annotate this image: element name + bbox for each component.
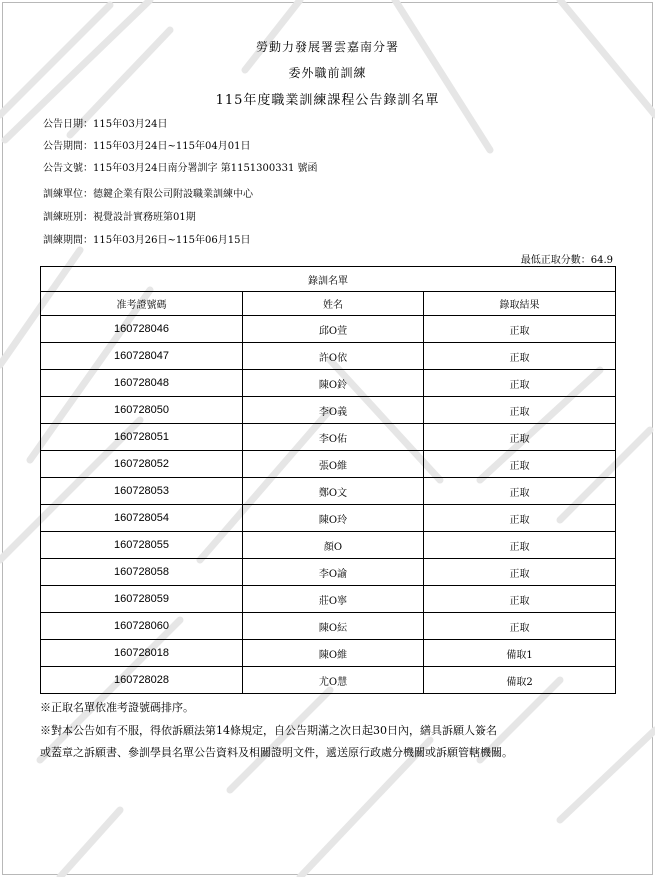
result-cell: 正取 (424, 478, 616, 505)
result-cell: 正取 (424, 559, 616, 586)
table-row (41, 532, 616, 559)
table-row (41, 316, 616, 343)
doc-number: 公告文號：115年03月24日南分署訓字 第1151300331 號函 (43, 163, 318, 174)
exam-id-cell: 160728058 (41, 559, 243, 586)
name-cell: 鄭O文 (243, 478, 424, 505)
table-caption: 錄訓名單 (41, 267, 616, 292)
name-cell: 張O維 (243, 451, 424, 478)
exam-id-cell: 160728055 (41, 532, 243, 559)
roster-body (41, 316, 616, 694)
table-row (41, 559, 616, 586)
result-cell: 正取 (424, 451, 616, 478)
result-cell: 備取2 (424, 667, 616, 694)
table-row (41, 478, 616, 505)
name-cell: 李O佑 (243, 424, 424, 451)
appeal-note-line1: ※對本公告如有不服，得依訴願法第14條規定，自公告期滿之次日起30日內，繕具訴願人簽名 (40, 724, 497, 737)
table-row (41, 586, 616, 613)
table-row (41, 505, 616, 532)
result-cell: 正取 (424, 343, 616, 370)
appeal-note-line2: 或蓋章之訴願書、參訓學員名單公告資料及相關證明文件，遞送原行政處分機關或訴願管轄機關。 (40, 746, 513, 759)
exam-id-cell: 160728047 (41, 343, 243, 370)
result-cell: 正取 (424, 505, 616, 532)
exam-id-cell: 160728059 (41, 586, 243, 613)
agency-title: 勞動力發展署雲嘉南分署 (255, 40, 399, 54)
name-cell: 陳O鈴 (243, 370, 424, 397)
column-header-exam-id: 准考證號碼 (41, 292, 243, 316)
name-cell: 尤O慧 (243, 667, 424, 694)
result-cell: 正取 (424, 586, 616, 613)
exam-id-cell: 160728018 (41, 640, 243, 667)
exam-id-cell: 160728050 (41, 397, 243, 424)
result-cell: 正取 (424, 424, 616, 451)
exam-id-cell: 160728053 (41, 478, 243, 505)
result-cell: 備取1 (424, 640, 616, 667)
name-cell: 顏O (243, 532, 424, 559)
exam-id-cell: 160728052 (41, 451, 243, 478)
table-row (41, 451, 616, 478)
name-cell: 陳O維 (243, 640, 424, 667)
training-class: 訓練班別：視覺設計實務班第01期 (43, 212, 196, 223)
sort-note: ※正取名單依准考證號碼排序。 (40, 701, 194, 714)
name-cell: 許O依 (243, 343, 424, 370)
training-unit: 訓練單位：德鍵企業有限公司附設職業訓練中心 (43, 189, 253, 200)
exam-id-cell: 160728028 (41, 667, 243, 694)
table-row (41, 424, 616, 451)
exam-id-cell: 160728060 (41, 613, 243, 640)
result-cell: 正取 (424, 532, 616, 559)
table-row (41, 667, 616, 694)
table-row (41, 613, 616, 640)
result-cell: 正取 (424, 316, 616, 343)
table-row (41, 397, 616, 424)
exam-id-cell: 160728046 (41, 316, 243, 343)
announce-period: 公告期間：115年03月24日~115年04月01日 (43, 141, 251, 152)
result-cell: 正取 (424, 613, 616, 640)
training-period: 訓練期間：115年03月26日~115年06月15日 (43, 235, 251, 246)
name-cell: 李O義 (243, 397, 424, 424)
program-title: 委外職前訓練 (288, 66, 367, 80)
announcement-title: 115年度職業訓練課程公告錄訓名單 (215, 93, 440, 108)
exam-id-cell: 160728051 (41, 424, 243, 451)
name-cell: 莊O寧 (243, 586, 424, 613)
announce-date: 公告日期：115年03月24日 (43, 119, 168, 130)
exam-id-cell: 160728054 (41, 505, 243, 532)
column-header-result: 錄取結果 (424, 292, 616, 316)
name-cell: 邱O萱 (243, 316, 424, 343)
column-header-name: 姓名 (243, 292, 424, 316)
roster-table (40, 266, 616, 694)
name-cell: 李O諭 (243, 559, 424, 586)
table-row (41, 640, 616, 667)
table-row (41, 370, 616, 397)
result-cell: 正取 (424, 397, 616, 424)
table-row (41, 343, 616, 370)
exam-id-cell: 160728048 (41, 370, 243, 397)
min-score: 最低正取分數：64.9 (520, 255, 613, 266)
result-cell: 正取 (424, 370, 616, 397)
name-cell: 陳O紜 (243, 613, 424, 640)
name-cell: 陳O玲 (243, 505, 424, 532)
